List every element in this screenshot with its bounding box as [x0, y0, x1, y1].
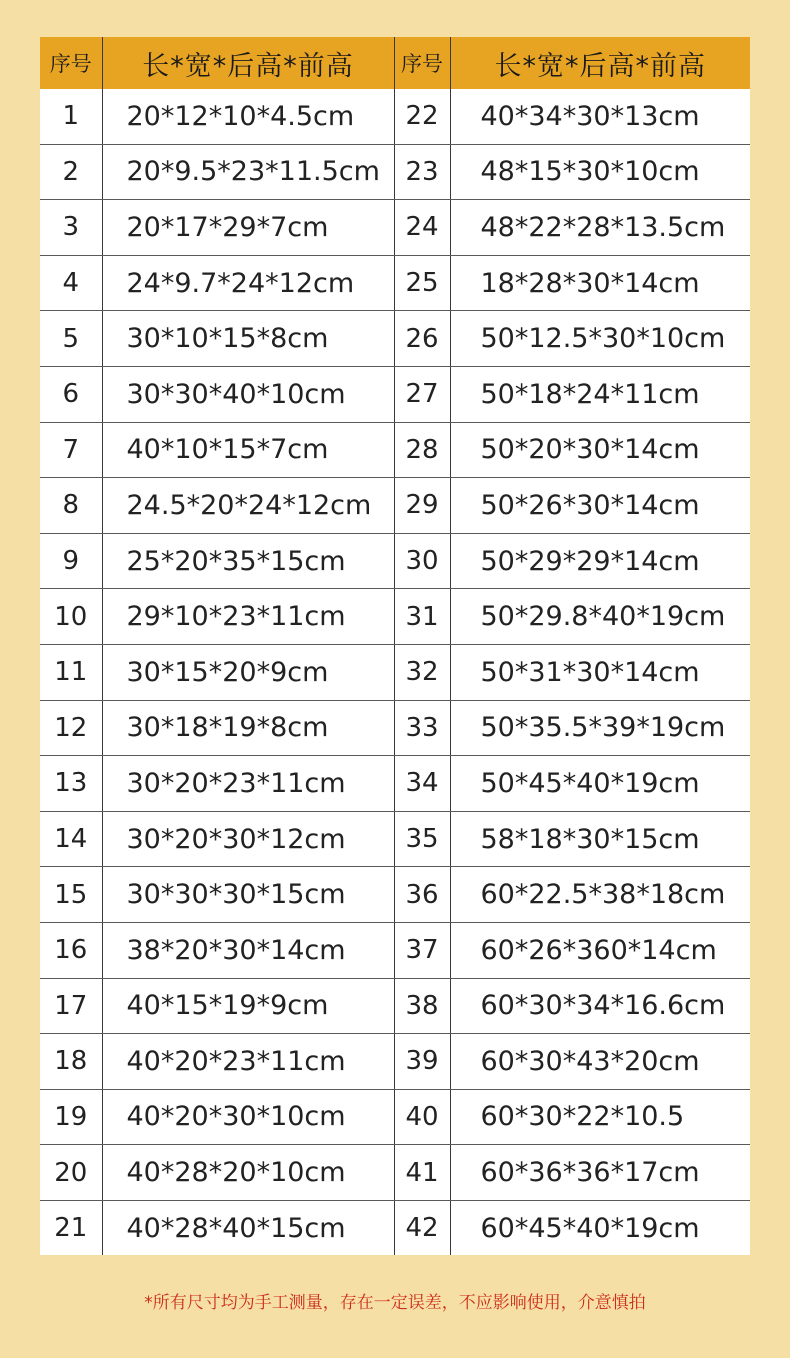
right-index-cell: 27 [394, 366, 450, 422]
left-size-cell: 30*20*23*11cm [102, 756, 394, 812]
right-size-cell: 50*35.5*39*19cm [450, 700, 750, 756]
right-size-cell: 50*26*30*14cm [450, 478, 750, 534]
table-row [40, 589, 750, 645]
left-size-cell: 30*30*40*10cm [102, 366, 394, 422]
left-index-cell: 2 [40, 144, 102, 200]
right-size-cell: 50*45*40*19cm [450, 756, 750, 812]
table-row [40, 311, 750, 367]
table-row [40, 756, 750, 812]
left-index-cell: 20 [40, 1145, 102, 1201]
right-size-cell: 48*22*28*13.5cm [450, 200, 750, 256]
table-row [40, 366, 750, 422]
left-size-cell: 40*10*15*7cm [102, 422, 394, 478]
right-index-cell: 26 [394, 311, 450, 367]
right-size-cell: 60*30*34*16.6cm [450, 978, 750, 1034]
left-index-cell: 7 [40, 422, 102, 478]
table-header-row [40, 37, 750, 89]
table-row [40, 700, 750, 756]
right-size-cell: 50*29.8*40*19cm [450, 589, 750, 645]
left-index-cell: 19 [40, 1089, 102, 1145]
right-size-cell: 50*18*24*11cm [450, 366, 750, 422]
table-row [40, 255, 750, 311]
left-size-cell: 40*28*40*15cm [102, 1200, 394, 1255]
table-row [40, 200, 750, 256]
left-index-cell: 16 [40, 922, 102, 978]
left-index-cell: 3 [40, 200, 102, 256]
table-row [40, 422, 750, 478]
right-index-cell: 40 [394, 1089, 450, 1145]
right-index-cell: 38 [394, 978, 450, 1034]
header-dimensions-left: 长*宽*后高*前高 [102, 37, 394, 89]
table-body [40, 89, 750, 1255]
right-index-cell: 34 [394, 756, 450, 812]
left-size-cell: 30*18*19*8cm [102, 700, 394, 756]
left-index-cell: 21 [54, 1213, 88, 1244]
left-size-cell: 24.5*20*24*12cm [102, 478, 394, 534]
right-size-cell: 60*36*36*17cm [450, 1145, 750, 1201]
right-index-cell: 37 [394, 922, 450, 978]
table-row [40, 144, 750, 200]
left-size-cell: 20*17*29*7cm [102, 200, 394, 256]
right-size-cell: 60*26*360*14cm [450, 922, 750, 978]
right-index-cell: 23 [394, 144, 450, 200]
right-size-cell: 50*12.5*30*10cm [450, 311, 750, 367]
right-index-cell: 31 [394, 589, 450, 645]
right-size-cell: 60*30*22*10.5 [450, 1089, 750, 1145]
table-row [40, 1089, 750, 1145]
left-size-cell: 40*28*20*10cm [102, 1145, 394, 1201]
left-index-cell: 8 [40, 478, 102, 534]
left-index-cell: 5 [40, 311, 102, 367]
left-index-cell: 15 [40, 867, 102, 923]
size-table [40, 37, 750, 1255]
table-row [40, 89, 750, 144]
left-size-cell: 30*10*15*8cm [102, 311, 394, 367]
table-row [40, 978, 750, 1034]
right-index-cell: 35 [394, 811, 450, 867]
right-index-cell: 28 [394, 422, 450, 478]
left-size-cell: 20*12*10*4.5cm [102, 89, 394, 144]
table-row [40, 811, 750, 867]
right-index-cell: 41 [394, 1145, 450, 1201]
left-index-cell: 18 [40, 1034, 102, 1090]
left-size-cell: 29*10*23*11cm [102, 589, 394, 645]
left-size-cell: 30*20*30*12cm [102, 811, 394, 867]
table-row [40, 1145, 750, 1201]
table-row [40, 1034, 750, 1090]
right-index-cell: 25 [394, 255, 450, 311]
right-index-cell: 32 [394, 644, 450, 700]
right-size-cell: 50*29*29*14cm [450, 533, 750, 589]
left-size-cell: 20*9.5*23*11.5cm [102, 144, 394, 200]
left-size-cell: 25*20*35*15cm [102, 533, 394, 589]
left-size-cell: 38*20*30*14cm [102, 922, 394, 978]
disclaimer-note: *所有尺寸均为手工测量，存在一定误差，不应影响使用，介意慎拍 [144, 1293, 646, 1313]
right-index-cell: 22 [394, 89, 450, 144]
right-size-cell: 50*20*30*14cm [450, 422, 750, 478]
left-index-cell: 17 [40, 978, 102, 1034]
left-size-cell: 30*15*20*9cm [102, 644, 394, 700]
left-size-cell: 40*20*23*11cm [102, 1034, 394, 1090]
table-row [40, 478, 750, 534]
header-index-left: 序号 [40, 37, 102, 89]
left-index-cell: 6 [40, 366, 102, 422]
right-size-cell: 48*15*30*10cm [450, 144, 750, 200]
left-index-cell: 10 [40, 589, 102, 645]
left-index-cell: 13 [40, 756, 102, 812]
right-size-cell: 40*34*30*13cm [450, 89, 750, 144]
header-dimensions-right: 长*宽*后高*前高 [450, 37, 750, 89]
right-index-cell: 29 [394, 478, 450, 534]
right-index-cell: 30 [394, 533, 450, 589]
right-size-cell: 60*22.5*38*18cm [450, 867, 750, 923]
right-index-cell: 24 [394, 200, 450, 256]
left-size-cell: 24*9.7*24*12cm [102, 255, 394, 311]
table-row [40, 533, 750, 589]
right-size-cell: 60*30*43*20cm [450, 1034, 750, 1090]
right-size-cell: 60*45*40*19cm [450, 1200, 750, 1255]
left-size-cell: 40*15*19*9cm [102, 978, 394, 1034]
left-index-cell: 4 [40, 255, 102, 311]
left-index-cell: 12 [40, 700, 102, 756]
left-size-cell: 30*30*30*15cm [102, 867, 394, 923]
right-size-cell: 58*18*30*15cm [450, 811, 750, 867]
header-index-right: 序号 [394, 37, 450, 89]
right-size-cell: 50*31*30*14cm [450, 644, 750, 700]
left-size-cell: 40*20*30*10cm [102, 1089, 394, 1145]
left-index-cell: 1 [40, 89, 102, 144]
right-index-cell: 39 [394, 1034, 450, 1090]
right-index-cell: 33 [394, 700, 450, 756]
table-row [40, 922, 750, 978]
table-row [40, 1200, 750, 1255]
left-index-cell: 11 [40, 644, 102, 700]
right-size-cell: 18*28*30*14cm [450, 255, 750, 311]
right-index-cell: 36 [394, 867, 450, 923]
left-index-cell: 14 [40, 811, 102, 867]
left-index-cell: 9 [40, 533, 102, 589]
table-row [40, 644, 750, 700]
right-index-cell: 42 [394, 1200, 450, 1255]
table-row [40, 867, 750, 923]
